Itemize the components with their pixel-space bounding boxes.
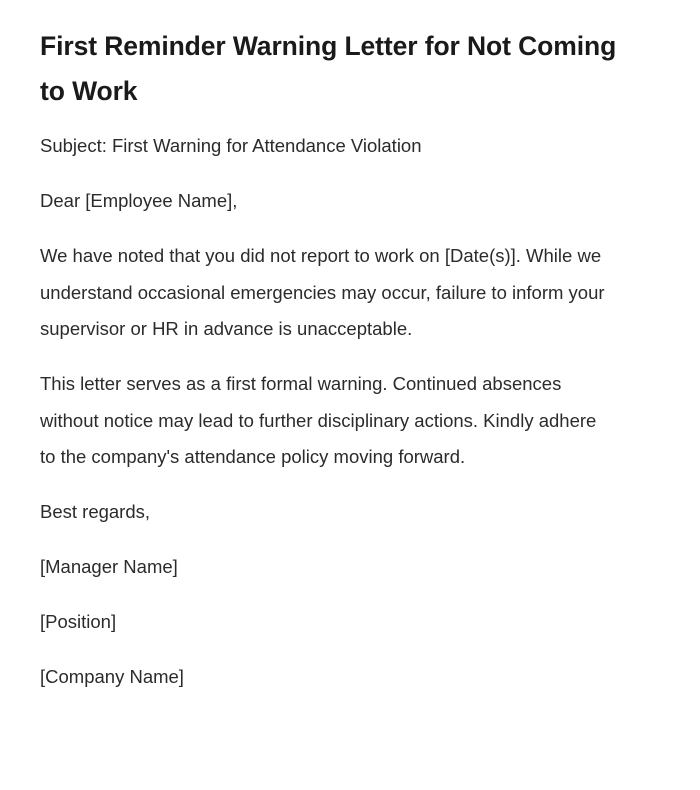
signature-manager-name: [Manager Name] — [40, 556, 178, 577]
signature-position: [Position] — [40, 611, 117, 632]
subject-line: Subject: First Warning for Attendance Violation — [40, 135, 422, 156]
signature-company-name: [Company Name] — [40, 666, 184, 687]
body-paragraph-1: We have noted that you did not report to work on [Date(s)]. While we understand occasional emergencies may occur, failure to inform your supervisor or HR in advance is unacceptable. — [40, 245, 605, 339]
body-paragraph-2: This letter serves as a first formal warning. Continued absences without notice may lead to further disciplinary actions. Kindly adhere to the company's attendance policy moving forward. — [40, 373, 597, 467]
salutation: Dear [Employee Name], — [40, 190, 238, 211]
page-title: First Reminder Warning Letter for Not Coming to Work — [40, 31, 617, 106]
closing-line: Best regards, — [40, 501, 151, 522]
letter-body — [40, 128, 638, 696]
signature-block — [40, 549, 638, 696]
